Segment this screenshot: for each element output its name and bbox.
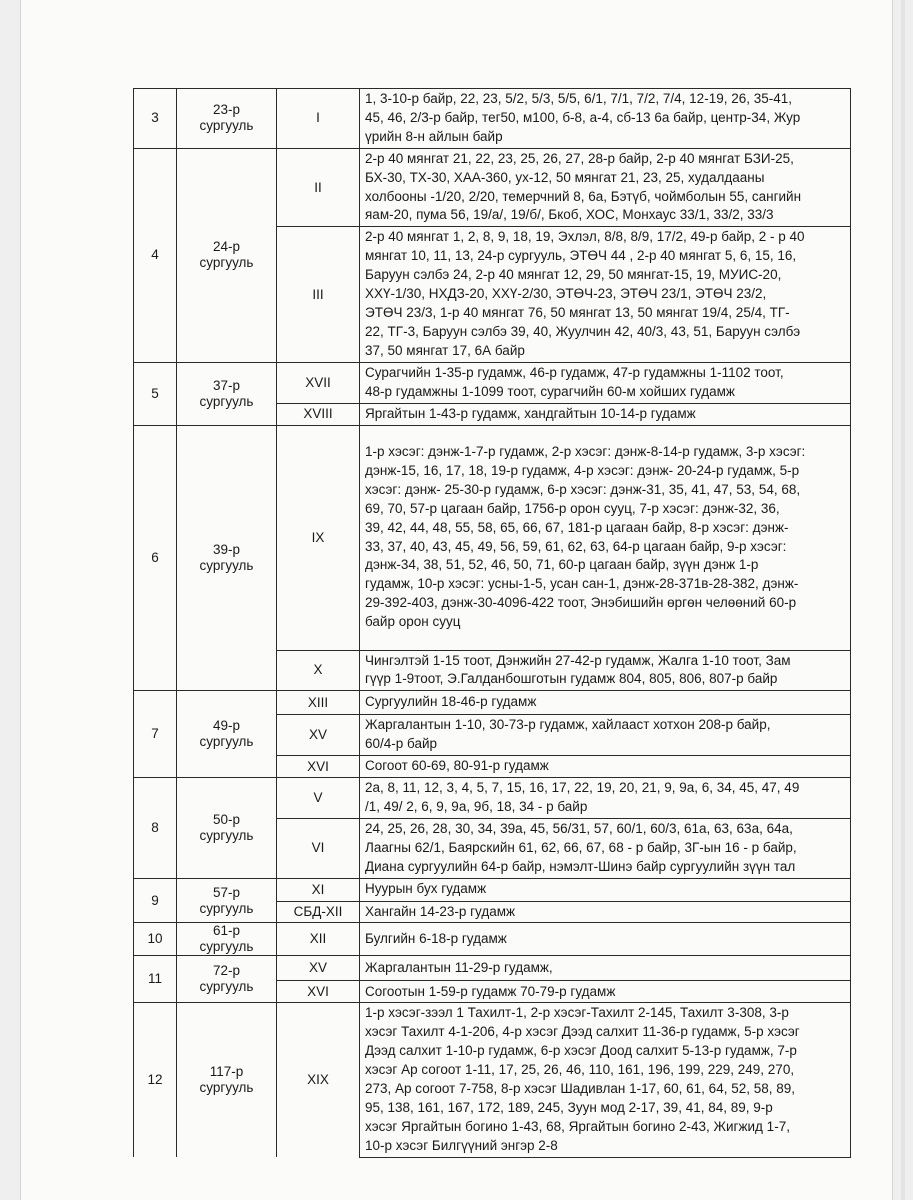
khoroo-number: II — [277, 148, 360, 227]
school-name-line: 49-р — [212, 718, 241, 734]
table-row — [134, 878, 851, 901]
row-number: 11 — [134, 956, 177, 1003]
address-list — [360, 901, 851, 923]
khoroo-number: I — [277, 89, 360, 149]
address-line: 29-392-403, дэнж-30-4096-422 тоот, Энэбишийн өргөн челөөний 60-р — [365, 595, 797, 611]
address-list — [360, 923, 851, 956]
khoroo-number: XVIII — [277, 403, 360, 425]
khoroo-number: VI — [277, 818, 360, 878]
address-line: Хангайн 14-23-р гудамж — [365, 903, 516, 919]
address-line: ЭТӨЧ 23/3, 1-р 40 мянгат 76, 50 мянгат 13, 50 мянгат 19/4, 25/4, ТГ- — [365, 304, 790, 320]
school-name-line: сургууль — [199, 939, 254, 955]
address-line: 24, 25, 26, 28, 30, 34, 39а, 45, 56/31, 57, 60/1, 60/3, 61а, 63, 63а, 64а, — [365, 820, 793, 836]
address-list — [360, 89, 851, 149]
address-line: 2-р 40 мянгат 21, 22, 23, 25, 26, 27, 28-р байр, 2-р 40 мянгат БЗИ-25, — [365, 150, 794, 166]
address-line: 10-р хэсэг Билгүүний энгэр 2-8 — [365, 1137, 558, 1153]
table-row — [134, 1003, 851, 1157]
school-name-line: 57-р — [212, 884, 241, 900]
table-row — [134, 923, 851, 956]
school-name-line: сургууль — [199, 827, 254, 843]
table-row — [134, 956, 851, 981]
address-list — [360, 403, 851, 425]
table-row — [134, 425, 851, 650]
khoroo-number: XVI — [277, 756, 360, 778]
address-line: дэнж-15, 16, 17, 18, 19-р гудамж, 4-р хэсэг: дэнж- 20-24-р гудамж, 5-р — [365, 462, 800, 478]
khoroo-number: III — [277, 227, 360, 362]
address-list — [360, 981, 851, 1003]
khoroo-number: СБД-XII — [277, 901, 360, 923]
row-number: 7 — [134, 691, 177, 778]
address-line: Сурагчийн 1-35-р гудамж, 46-р гудамж, 47-р гудамжны 1-1102 тоот, — [365, 364, 784, 380]
school-name — [177, 362, 277, 425]
school-name-line: сургууль — [199, 1080, 254, 1096]
khoroo-number: IX — [277, 425, 360, 650]
khoroo-number: XIII — [277, 691, 360, 715]
address-line: хэсэг Тахилт 4-1-206, 4-р хэсэг Дээд салхит 11-36-р гудамж, 5-р хэсэг — [365, 1024, 800, 1040]
address-line: Лаагны 62/1, Баярскийн 61, 62, 66, 67, 68 - р байр, 3Г-ын 16 - р байр, — [365, 839, 797, 855]
address-line: Согоотын 1-59-р гудамж 70-79-р гудамж — [365, 983, 616, 999]
address-line: 1, 3-10-р байр, 22, 23, 5/2, 5/3, 5/5, 6/1, 7/1, 7/2, 7/4, 12-19, 26, 35-41, — [365, 91, 793, 106]
row-number: 3 — [134, 89, 177, 149]
address-line: 39, 42, 44, 48, 55, 58, 65, 66, 67, 181-р цагаан байр, 8-р хэсэг: дэнж- — [365, 519, 789, 535]
row-number: 12 — [134, 1003, 177, 1157]
row-number: 5 — [134, 362, 177, 425]
school-name-line: сургууль — [199, 393, 254, 409]
address-line: Яргайтын 1-43-р гудамж, хандгайтын 10-14-р гудамж — [365, 405, 696, 421]
address-line: Жаргалантын 11-29-р гудамж, — [365, 960, 553, 976]
address-line: 22, ТГ-3, Баруун сэлбэ 39, 40, Жуулчин 42, 40/3, 43, 51, Баруун сэлбэ — [365, 323, 801, 339]
table-row — [134, 691, 851, 715]
school-name-line: 39-р — [212, 541, 241, 557]
school-name — [177, 425, 277, 691]
school-name — [177, 89, 277, 149]
address-list — [360, 362, 851, 403]
address-line: Баруун сэлбэ 24, 2-р 40 мянгат 12, 29, 50 мянгат-15, 19, МУИС-20, — [365, 267, 782, 283]
address-line: /1, 49/ 2, 6, 9, 9а, 9б, 18, 34 - р байр — [365, 798, 588, 814]
school-name-line: 50-р — [212, 811, 241, 827]
address-line: мянгат 10, 11, 13, 24-р сургууль, ЭТӨЧ 44 , 2-р 40 мянгат 5, 6, 15, 16, — [365, 248, 797, 264]
school-name — [177, 691, 277, 778]
address-line: гудамж, 10-р хэсэг: усны-1-5, усан сан-1, дэнж-28-371в-28-382, дэнж- — [365, 576, 799, 592]
school-name-line: сургууль — [199, 557, 254, 573]
row-number: 4 — [134, 148, 177, 362]
khoroo-number: XVII — [277, 362, 360, 403]
address-list — [360, 778, 851, 819]
khoroo-number: XI — [277, 878, 360, 901]
school-name-line: 61-р — [212, 923, 241, 939]
table-row — [134, 778, 851, 819]
address-line: 60/4-р байр — [365, 736, 438, 752]
school-name — [177, 778, 277, 879]
school-name — [177, 878, 277, 923]
school-district-table — [133, 88, 851, 1158]
address-line: Сургуулийн 18-46-р гудамж — [365, 694, 537, 710]
address-line: 1-р хэсэг-зээл 1 Тахилт-1, 2-р хэсэг-Тахилт 2-145, Тахилт 3-308, 3-р — [365, 1005, 789, 1021]
address-line: Диана сургуулийн 64-р байр, нэмэлт-Шинэ байр сургуулийн зүүн тал — [365, 858, 796, 874]
address-list — [360, 691, 851, 715]
school-name-line: сургууль — [199, 255, 254, 271]
school-name-line: сургууль — [199, 734, 254, 750]
school-name — [177, 923, 277, 956]
address-list — [360, 956, 851, 981]
school-name-line: 72-р — [212, 963, 241, 979]
address-list — [360, 1003, 851, 1157]
school-name-line: 24-р — [212, 239, 241, 255]
address-line: хэсэг: дэнж- 25-30-р гудамж, 6-р хэсэг: дэнж-31, 35, 41, 47, 53, 54, 68, — [365, 481, 801, 497]
address-line: Согоот 60-69, 80-91-р гудамж — [365, 758, 549, 774]
address-line: 1-р хэсэг: дэнж-1-7-р гудамж, 2-р хэсэг: дэнж-8-14-р гудамж, 3-р хэсэг: — [365, 443, 806, 459]
address-line: 273, Ар согоот 7-758, 8-р хэсэг Шадивлан 1-17, 60, 61, 64, 52, 58, 89, — [365, 1081, 796, 1097]
address-line: ХХҮ-1/30, НХДЗ-20, ХХҮ-2/30, ЭТӨЧ-23, ЭТӨЧ 23/1, ЭТӨЧ 23/2, — [365, 286, 767, 302]
school-name — [177, 956, 277, 1003]
address-line: Чингэлтэй 1-15 тоот, Дэнжийн 27-42-р гудамж, Жалга 1-10 тоот, Зам — [365, 652, 791, 668]
address-line: 69, 70, 57-р цагаан байр, 1756-р орон сууц, 7-р хэсэг: дэнж-32, 36, — [365, 500, 780, 516]
school-name — [177, 1003, 277, 1157]
address-line: 45, 46, 2/3-р байр, тег50, м100, б-8, а-4, сб-13 6а байр, центр-34, Жур — [365, 109, 801, 125]
address-line: 95, 138, 161, 167, 172, 189, 245, Зуун мод 2-17, 39, 41, 84, 89, 9-р — [365, 1100, 773, 1115]
school-name — [177, 148, 277, 362]
table-row — [134, 89, 851, 149]
address-line: яам-20, пума 56, 19/а/, 19/б/, Бкоб, ХОС, Монхаус 33/1, 33/2, 33/3 — [365, 207, 774, 223]
khoroo-number: XII — [277, 923, 360, 956]
address-line: Булгийн 6-18-р гудамж — [365, 931, 507, 947]
row-number: 6 — [134, 425, 177, 691]
address-list — [360, 715, 851, 756]
school-name-line: сургууль — [199, 118, 254, 134]
address-line: дэнж-34, 38, 51, 52, 46, 50, 71, 60-р цагаан байр, зүүн дэнж 1-р — [365, 557, 759, 573]
address-line: 33, 37, 40, 43, 45, 49, 56, 59, 61, 62, 63, 64-р цагаан байр, 9-р хэсэг: — [365, 538, 787, 554]
school-name-line: 37-р — [212, 377, 241, 393]
school-name-line: сургууль — [199, 900, 254, 916]
address-line: 2-р 40 мянгат 1, 2, 8, 9, 18, 19, Эхлэл, 8/8, 8/9, 17/2, 49-р байр, 2 - р 40 — [365, 229, 805, 245]
address-line: Жаргалантын 1-10, 30-73-р гудамж, хайлааст хотхон 208-р байр, — [365, 717, 771, 733]
khoroo-number: XIX — [277, 1003, 360, 1157]
address-line: холбооны -1/20, 2/20, темерчний 8, 6а, Бэтүб, чоймболын 55, сангийн — [365, 188, 802, 204]
khoroo-number: V — [277, 778, 360, 819]
khoroo-number: XV — [277, 715, 360, 756]
address-line: үрийн 8-н айлын байр — [365, 128, 503, 144]
row-number: 10 — [134, 923, 177, 956]
school-name-line: сургууль — [199, 979, 254, 995]
address-list — [360, 878, 851, 901]
row-number: 8 — [134, 778, 177, 879]
address-line: 37, 50 мянгат 17, 6А байр — [365, 342, 525, 358]
address-line: гүүр 1-9тоот, Э.Галданбошготын гудамж 804, 805, 806, 807-р байр — [365, 671, 778, 687]
address-list — [360, 425, 851, 650]
address-line: Нуурын бух гудамж — [365, 881, 487, 897]
table-body — [134, 89, 851, 1158]
address-line: Дээд салхит 1-10-р гудамж, 6-р хэсэг Доод салхит 5-13-р гудамж, 7-р — [365, 1043, 797, 1059]
address-line: БХ-30, ТХ-30, ХАА-360, ух-12, 50 мянгат 21, 23, 25, худалдааны — [365, 169, 765, 185]
school-name-line: 23-р — [212, 102, 241, 118]
address-list — [360, 148, 851, 227]
address-list — [360, 650, 851, 691]
address-line: 2а, 8, 11, 12, 3, 4, 5, 7, 15, 16, 17, 22, 19, 20, 21, 9, 9а, 6, 34, 45, 47, 49 — [365, 780, 800, 796]
address-line: байр орон сууц — [365, 614, 461, 630]
address-list — [360, 818, 851, 878]
khoroo-number: XVI — [277, 981, 360, 1003]
address-line: хэсэг Ар согоот 1-11, 17, 25, 26, 46, 110, 161, 196, 199, 229, 249, 270, — [365, 1062, 795, 1078]
table-row — [134, 362, 851, 403]
address-line: 48-р гудамжны 1-1099 тоот, сурагчийн 60-м хойших гудамж — [365, 383, 735, 399]
address-list — [360, 227, 851, 362]
khoroo-number: X — [277, 650, 360, 691]
khoroo-number: XV — [277, 956, 360, 981]
row-number: 9 — [134, 878, 177, 923]
address-list — [360, 756, 851, 778]
table-row — [134, 148, 851, 227]
address-line: хэсэг Яргайтын богино 1-43, 68, Яргайтын богино 2-43, Жигжид 1-7, — [365, 1118, 790, 1134]
school-name-line: 117-р — [209, 1064, 244, 1080]
page-edge — [901, 0, 905, 1200]
